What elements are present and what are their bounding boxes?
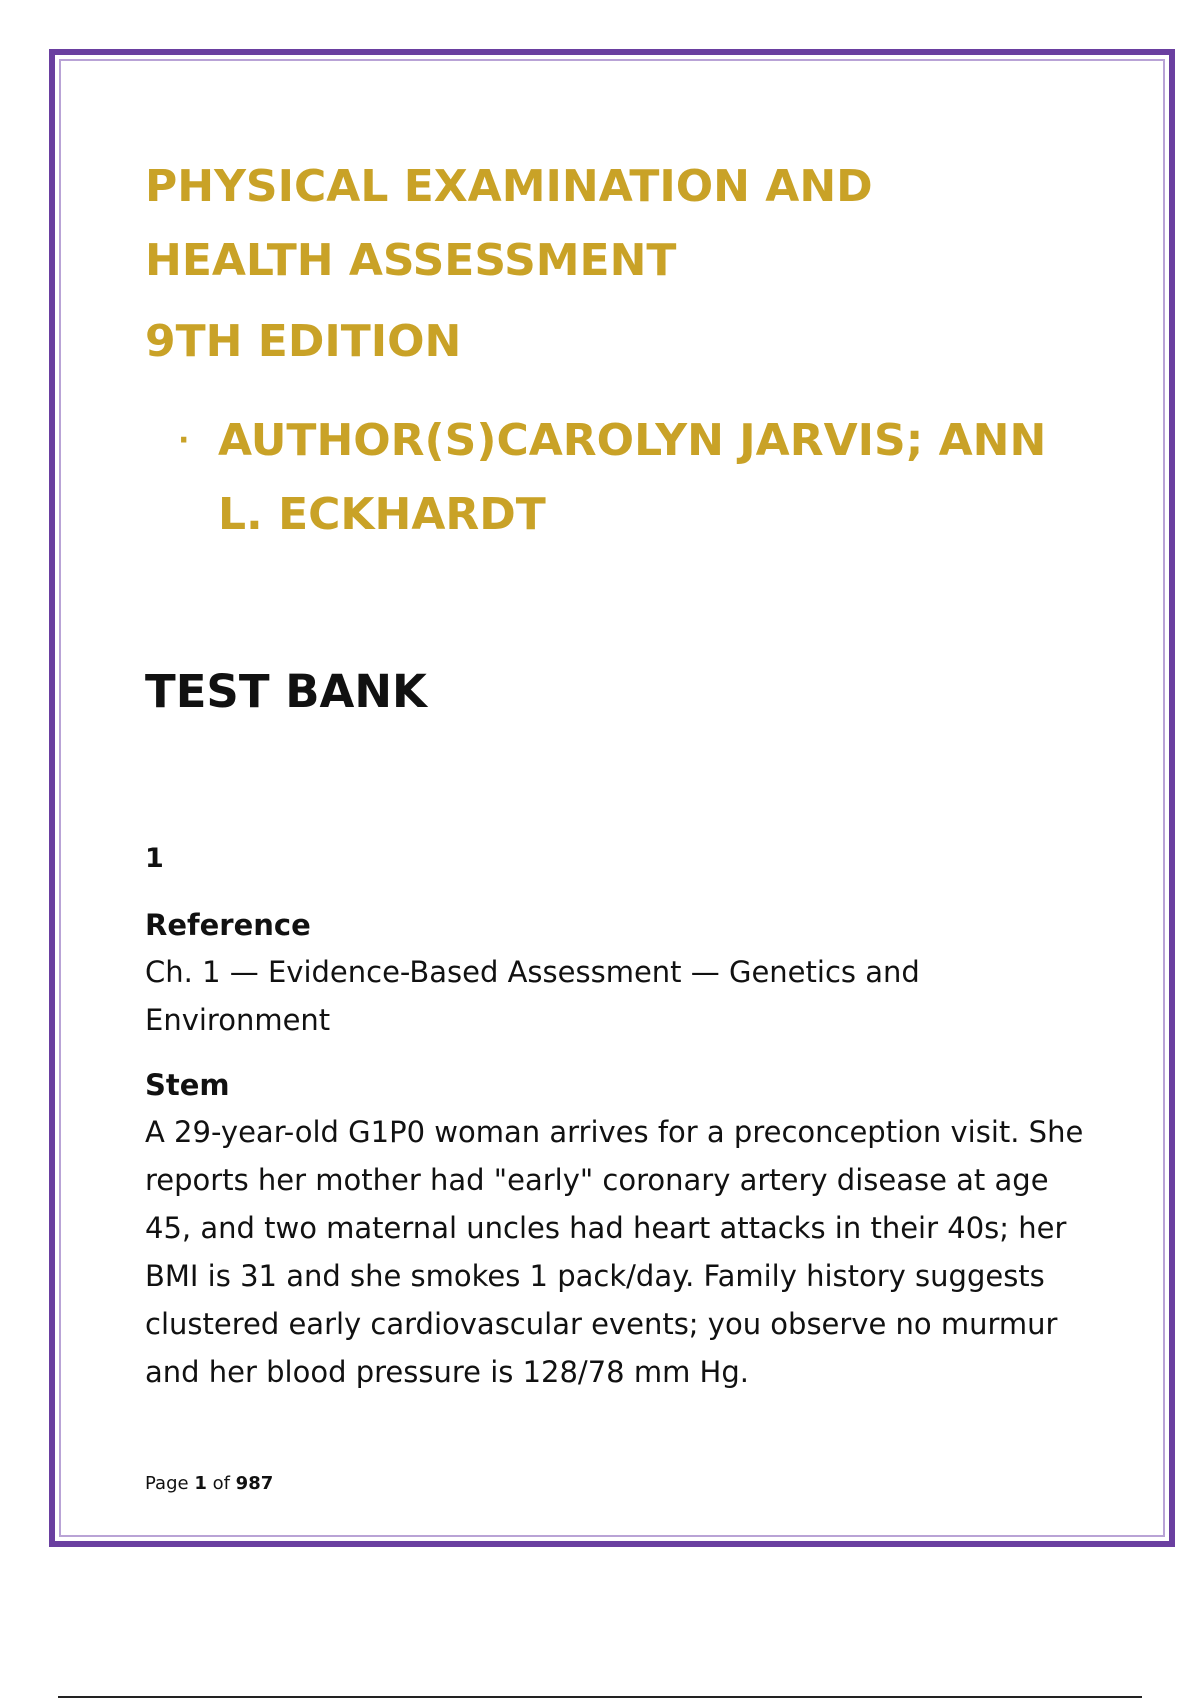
test-bank-heading: TEST BANK xyxy=(145,665,427,718)
total-pages-number: 987 xyxy=(235,1473,274,1494)
author-list-item xyxy=(178,404,1088,552)
reference-label: Reference xyxy=(145,908,311,942)
page-footer xyxy=(145,1472,273,1496)
document-title: PHYSICAL EXAMINATION AND HEALTH ASSESSMENT xyxy=(145,161,873,286)
stem-label: Stem xyxy=(145,1068,230,1102)
authors-text: AUTHOR(S)CAROLYN JARVIS; ANN L. ECKHARDT xyxy=(218,415,1047,540)
bullet-icon: · xyxy=(178,423,190,458)
of-word: of xyxy=(212,1473,230,1494)
edition-label: 9TH EDITION xyxy=(145,316,462,367)
stem-text: A 29-year-old G1P0 woman arrives for a preconception visit. She reports her mother had "early" coronary artery disease at age 45, and two maternal uncles had heart attacks in their 40s; her BMI is 31 and she smokes 1 pack/day. Family history suggests clustered early cardiovascular events; you observe no murmur and her blood pressure is 128/78 mm Hg. xyxy=(145,1115,1084,1389)
current-page-number: 1 xyxy=(194,1473,207,1494)
reference-text: Ch. 1 — Evidence-Based Assessment — Genetics and Environment xyxy=(145,955,920,1037)
bottom-divider xyxy=(58,1696,1142,1698)
question-number: 1 xyxy=(145,843,164,874)
page-word: Page xyxy=(145,1473,189,1494)
